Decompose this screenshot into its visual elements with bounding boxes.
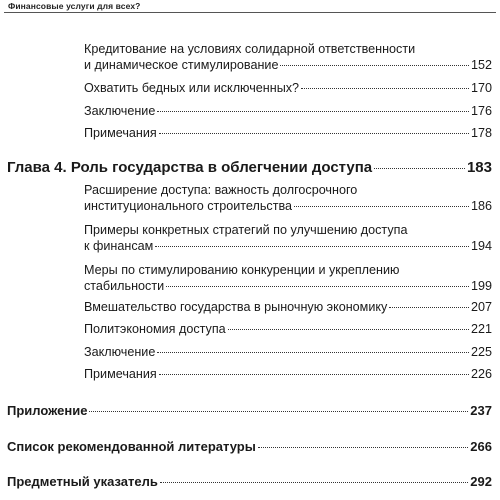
toc-entry-text: Заключение [84,104,156,118]
toc-entry-reach-poor [84,81,492,97]
toc-entry-conclusion [84,345,492,361]
dot-leader [301,88,469,89]
dot-leader [166,286,469,287]
dot-leader [294,206,469,207]
toc-entry-appendix [7,403,492,419]
page-number: 237 [470,403,492,418]
toc-chapter-title: Глава 4. Роль государства в облегчении доступа [7,159,373,176]
page-number: 178 [470,126,492,140]
toc-entry-competition [84,263,492,294]
toc-entry-text: Список рекомендованной литературы [7,439,256,454]
toc-entry-text: Примечания [84,367,157,381]
dot-leader [155,246,469,247]
page-number: 186 [470,198,492,213]
page-number: 292 [470,474,492,489]
dot-leader [374,168,465,169]
toc-entry-notes [84,367,492,383]
toc-entry-text: Охватить бедных или исключенных? [84,81,300,95]
running-header: Финансовые услуги для всех? [8,1,141,11]
toc-entry-text: институционального строительства [84,198,293,213]
toc-chapter-4 [7,160,492,176]
toc-entry-group-lending [84,42,492,73]
toc-entry-conclusion [84,104,492,120]
toc-entry-text: к финансам [84,238,154,253]
dot-leader [89,411,468,412]
dot-leader [258,447,469,448]
toc-entry-political-economy [84,322,492,338]
toc-entry-text: Примеры конкретных стратегий по улучшению доступа [84,223,408,237]
toc-entry-bibliography [7,439,492,455]
dot-leader [389,307,469,308]
page-number: 183 [466,159,492,176]
toc-entry-notes [84,126,492,142]
toc-entry-text: Меры по стимулированию конкуренции и укреплению [84,263,400,277]
toc-entry-text: Политэкономия доступа [84,322,226,336]
toc-entry-text: Вмешательство государства в рыночную экономику [84,300,388,314]
dot-leader [157,352,469,353]
dot-leader [228,329,469,330]
dot-leader [160,482,468,483]
toc-entry-text: Кредитование на условиях солидарной ответственности [84,42,416,56]
dot-leader [157,111,469,112]
toc-entry-strategies [84,223,492,254]
dot-leader [159,133,469,134]
page-number: 176 [470,104,492,118]
page-number: 226 [470,367,492,381]
toc-entry-text: Расширение доступа: важность долгосрочного [84,183,358,197]
toc-entry-expanding-access [84,183,492,214]
page-number: 266 [470,439,492,454]
toc-entry-text: стабильности [84,278,165,293]
toc-entry-text: Примечания [84,126,157,140]
page-number: 207 [470,300,492,314]
toc-entry-text: и динамическое стимулирование [84,57,279,72]
page-number: 170 [470,81,492,95]
dot-leader [280,65,469,66]
toc-entry-text: Предметный указатель [7,474,158,489]
page-number: 221 [470,322,492,336]
toc-entry-text: Приложение [7,403,88,418]
page-number: 199 [470,278,492,293]
toc-entry-intervention [84,300,492,316]
toc-entry-text: Заключение [84,345,156,359]
page-number: 152 [470,57,492,72]
page-number: 194 [470,238,492,253]
toc-entry-index [7,474,492,490]
page-number: 225 [470,345,492,359]
dot-leader [159,374,469,375]
